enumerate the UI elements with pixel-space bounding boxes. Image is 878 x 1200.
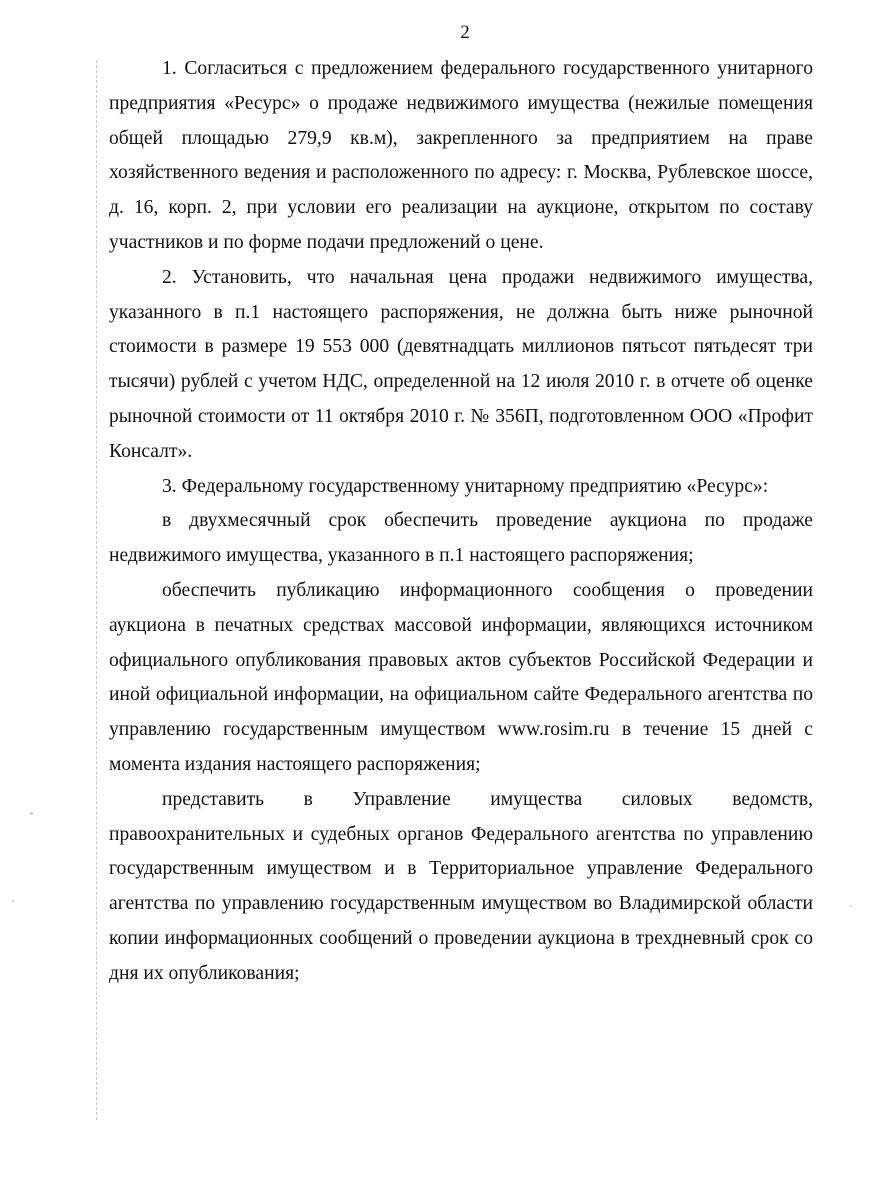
scan-speck bbox=[30, 812, 33, 815]
paragraph-1: 1. Согласиться с предложением федерального государственного унитарного предприятия «Ресурс» о продаже недвижимого имущества (нежилые помещения общей площадью 279,9 кв.м), закрепленного за предприятием на праве хозяйственного ведения и расположенного по адресу: г. Москва, Рублевское шоссе, д. 16, корп. 2, при условии его реализации на аукционе, открытом по составу участников и по форме подачи предложений о цене. bbox=[109, 58, 813, 253]
scan-margin-line bbox=[96, 60, 97, 1120]
scan-speck bbox=[850, 905, 852, 907]
paragraph-2: 2. Установить, что начальная цена продажи недвижимого имущества, указанного в п.1 настоящего распоряжения, не должна быть ниже рыночной стоимости в размере 19 553 000 (девятнадцать миллионов пятьсот пятьдесят три тысячи) рублей с учетом НДС, определенной на 12 июля 2010 г. в отчете об оценке рыночной стоимости от 11 октября 2010 г. № 356П, подготовленном ООО «Профит Консалт». bbox=[109, 266, 813, 462]
paragraph-3: 3. Федеральному государственному унитарному предприятию «Ресурс»: bbox=[162, 475, 769, 497]
page-number: 2 bbox=[460, 22, 470, 43]
paragraph-3-item-3: представить в Управление имущества силовых ведомств, правоохранительных и судебных органов Федерального агентства по управлению государственным имуществом и в Территориальное управление Федерального агентства по управлению государственным имуществом во Владимирской области копии информационных сообщений о проведении аукциона в трехдневный срок со дня их опубликования; bbox=[109, 788, 813, 984]
paragraph-3-item-2: обеспечить публикацию информационного сообщения о проведении аукциона в печатных средствах массовой информации, являющихся источником официального опубликования правовых актов субъектов Российской Федерации и иной официальной информации, на официальном сайте Федерального агентства по управлению государственным имуществом www.rosim.ru в течение 15 дней с момента издания настоящего распоряжения; bbox=[109, 579, 813, 775]
scan-speck bbox=[12, 900, 14, 902]
document-body bbox=[109, 52, 813, 992]
paragraph-3-item-1: в двухмесячный срок обеспечить проведение аукциона по продаже недвижимого имущества, указанного в п.1 настоящего распоряжения; bbox=[109, 510, 813, 567]
